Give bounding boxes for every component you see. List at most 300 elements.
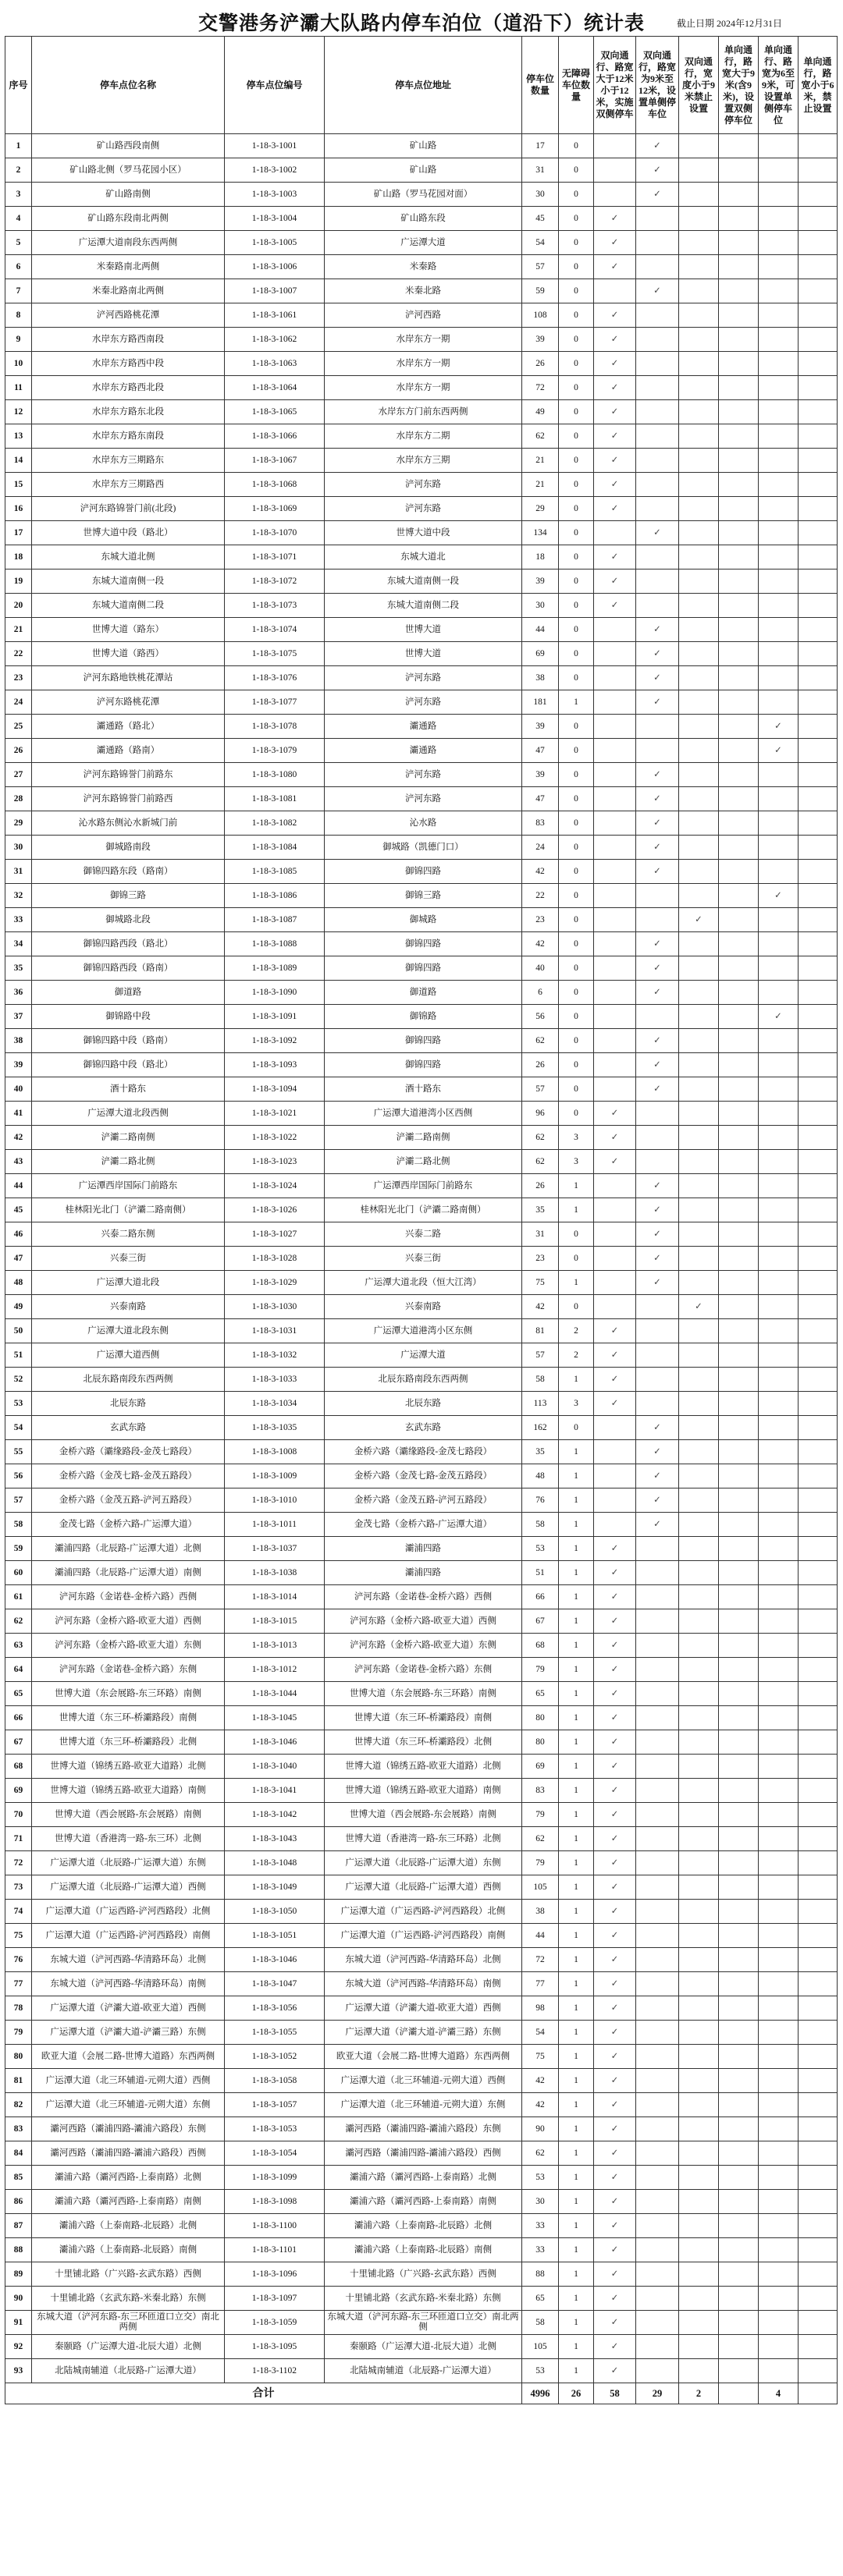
row-cond-4 xyxy=(719,1561,759,1585)
header-cond-5: 单向通行、路宽为6至9米，可设置单侧停车位 xyxy=(759,37,799,134)
row-cond-4 xyxy=(719,1416,759,1440)
row-accessible: 1 xyxy=(559,1803,594,1827)
row-cond-4 xyxy=(719,1029,759,1053)
row-cond-4 xyxy=(719,279,759,303)
row-count: 69 xyxy=(522,642,559,666)
row-code: 1-18-3-1049 xyxy=(225,1875,325,1900)
row-cond-6 xyxy=(799,158,838,183)
row-code: 1-18-3-1011 xyxy=(225,1513,325,1537)
row-index: 91 xyxy=(5,2311,32,2335)
row-index: 10 xyxy=(5,352,32,376)
table-row xyxy=(5,1561,838,1585)
row-cond-3 xyxy=(679,1488,719,1513)
row-cond-3 xyxy=(679,2359,719,2383)
row-cond-2-check-icon: ✓ xyxy=(636,1222,679,1247)
row-accessible: 3 xyxy=(559,1150,594,1174)
row-code: 1-18-3-1089 xyxy=(225,956,325,981)
row-index: 35 xyxy=(5,956,32,981)
row-name: 矿山路南侧 xyxy=(32,183,225,207)
row-code: 1-18-3-1044 xyxy=(225,1682,325,1706)
row-address: 水岸东方一期 xyxy=(325,328,522,352)
row-cond-3 xyxy=(679,1053,719,1077)
row-accessible: 0 xyxy=(559,860,594,884)
row-cond-3 xyxy=(679,1851,719,1875)
row-cond-6 xyxy=(799,956,838,981)
row-count: 51 xyxy=(522,1561,559,1585)
row-index: 19 xyxy=(5,569,32,594)
row-accessible: 1 xyxy=(559,1972,594,1996)
row-cond-6 xyxy=(799,642,838,666)
row-cond-2 xyxy=(636,1368,679,1392)
row-cond-1-check-icon: ✓ xyxy=(594,1368,636,1392)
row-address: 浐河东路 xyxy=(325,763,522,787)
row-cond-2 xyxy=(636,1803,679,1827)
row-accessible: 0 xyxy=(559,763,594,787)
row-accessible: 1 xyxy=(559,1513,594,1537)
row-count: 96 xyxy=(522,1102,559,1126)
row-cond-3 xyxy=(679,1803,719,1827)
row-cond-2 xyxy=(636,1851,679,1875)
row-accessible: 1 xyxy=(559,2021,594,2045)
row-count: 68 xyxy=(522,1634,559,1658)
table-row xyxy=(5,956,838,981)
row-name: 广运潭大道（北三环辅道-元朔大道）西侧 xyxy=(32,2069,225,2093)
row-count: 59 xyxy=(522,279,559,303)
row-cond-5 xyxy=(759,1706,799,1730)
row-cond-2 xyxy=(636,255,679,279)
row-cond-6 xyxy=(799,545,838,569)
row-cond-1-check-icon: ✓ xyxy=(594,1319,636,1343)
row-name: 灞河西路（灞浦四路-灞浦六路段）东侧 xyxy=(32,2117,225,2141)
row-cond-1 xyxy=(594,763,636,787)
table-row xyxy=(5,1029,838,1053)
row-address: 御锦四路 xyxy=(325,932,522,956)
row-cond-4 xyxy=(719,2166,759,2190)
row-address: 广运潭西岸国际门前路东 xyxy=(325,1174,522,1198)
row-cond-4 xyxy=(719,2045,759,2069)
row-cond-3 xyxy=(679,2287,719,2311)
row-cond-6 xyxy=(799,521,838,545)
row-index: 3 xyxy=(5,183,32,207)
row-cond-2 xyxy=(636,884,679,908)
row-cond-1-check-icon: ✓ xyxy=(594,449,636,473)
row-cond-5 xyxy=(759,2214,799,2238)
row-accessible: 1 xyxy=(559,1730,594,1755)
row-accessible: 1 xyxy=(559,1900,594,1924)
row-cond-5 xyxy=(759,449,799,473)
row-cond-1 xyxy=(594,521,636,545)
row-accessible: 0 xyxy=(559,1222,594,1247)
table-row xyxy=(5,763,838,787)
row-cond-1 xyxy=(594,787,636,811)
row-cond-5 xyxy=(759,545,799,569)
table-row xyxy=(5,1755,838,1779)
row-address: 浐河东路 xyxy=(325,787,522,811)
table-row xyxy=(5,1634,838,1658)
row-name: 灞河西路（灞浦四路-灞浦六路段）西侧 xyxy=(32,2141,225,2166)
row-cond-2 xyxy=(636,1102,679,1126)
table-row xyxy=(5,618,838,642)
row-count: 42 xyxy=(522,2069,559,2093)
row-cond-3 xyxy=(679,521,719,545)
row-cond-4 xyxy=(719,1126,759,1150)
row-address: 灞浦四路 xyxy=(325,1561,522,1585)
row-cond-3 xyxy=(679,1271,719,1295)
row-cond-2 xyxy=(636,1343,679,1368)
row-address: 世博大道（东会展路-东三环路）南侧 xyxy=(325,1682,522,1706)
row-cond-6 xyxy=(799,2311,838,2335)
row-address: 矿山路 xyxy=(325,134,522,158)
row-cond-5 xyxy=(759,352,799,376)
row-cond-1-check-icon: ✓ xyxy=(594,2287,636,2311)
row-address: 桂林阳光北门（浐灞二路南侧） xyxy=(325,1198,522,1222)
row-accessible: 1 xyxy=(559,2117,594,2141)
row-accessible: 0 xyxy=(559,908,594,932)
table-row xyxy=(5,473,838,497)
table-row xyxy=(5,2311,838,2335)
table-row xyxy=(5,449,838,473)
row-cond-5 xyxy=(759,1029,799,1053)
row-cond-2 xyxy=(636,2359,679,2383)
row-index: 75 xyxy=(5,1924,32,1948)
row-code: 1-18-3-1029 xyxy=(225,1271,325,1295)
row-cond-3 xyxy=(679,981,719,1005)
row-cond-5 xyxy=(759,303,799,328)
row-code: 1-18-3-1054 xyxy=(225,2141,325,2166)
row-count: 45 xyxy=(522,207,559,231)
row-cond-2 xyxy=(636,1755,679,1779)
row-index: 23 xyxy=(5,666,32,690)
row-cond-4 xyxy=(719,2238,759,2262)
row-index: 46 xyxy=(5,1222,32,1247)
row-cond-6 xyxy=(799,569,838,594)
row-code: 1-18-3-1027 xyxy=(225,1222,325,1247)
row-cond-4 xyxy=(719,424,759,449)
row-cond-3-check-icon: ✓ xyxy=(679,908,719,932)
row-name: 世博大道（锦绣五路-欧亚大道路）南侧 xyxy=(32,1779,225,1803)
table-row xyxy=(5,158,838,183)
table-row xyxy=(5,2335,838,2359)
row-cond-6 xyxy=(799,1730,838,1755)
row-address: 世博大道 xyxy=(325,642,522,666)
table-row xyxy=(5,1295,838,1319)
row-code: 1-18-3-1046 xyxy=(225,1948,325,1972)
row-address: 世博大道（东三环-桥灞路段）南侧 xyxy=(325,1706,522,1730)
row-cond-1-check-icon: ✓ xyxy=(594,2335,636,2359)
row-index: 45 xyxy=(5,1198,32,1222)
row-cond-4 xyxy=(719,1803,759,1827)
row-cond-5 xyxy=(759,1247,799,1271)
row-cond-2 xyxy=(636,328,679,352)
row-name: 浐河东路（金桥六路-欧亚大道）西侧 xyxy=(32,1609,225,1634)
row-cond-2 xyxy=(636,2311,679,2335)
row-cond-1 xyxy=(594,1440,636,1464)
row-cond-6 xyxy=(799,1996,838,2021)
row-count: 33 xyxy=(522,2238,559,2262)
row-name: 水岸东方三期路东 xyxy=(32,449,225,473)
table-row xyxy=(5,376,838,400)
row-cond-2-check-icon: ✓ xyxy=(636,956,679,981)
row-cond-3 xyxy=(679,1368,719,1392)
row-accessible: 1 xyxy=(559,1174,594,1198)
row-cond-1-check-icon: ✓ xyxy=(594,1585,636,1609)
table-row xyxy=(5,787,838,811)
row-count: 62 xyxy=(522,1126,559,1150)
row-name: 广运潭大道（北三环辅道-元朔大道）东侧 xyxy=(32,2093,225,2117)
row-cond-6 xyxy=(799,2021,838,2045)
row-name: 十里铺北路（玄武东路-米秦北路）东侧 xyxy=(32,2287,225,2311)
row-index: 18 xyxy=(5,545,32,569)
row-address: 矿山路（罗马花园对面） xyxy=(325,183,522,207)
row-cond-2 xyxy=(636,352,679,376)
row-cond-3 xyxy=(679,207,719,231)
row-cond-3 xyxy=(679,1875,719,1900)
row-count: 65 xyxy=(522,1682,559,1706)
row-cond-6 xyxy=(799,352,838,376)
row-index: 33 xyxy=(5,908,32,932)
row-name: 矿山路西段南侧 xyxy=(32,134,225,158)
row-accessible: 1 xyxy=(559,1198,594,1222)
row-accessible: 1 xyxy=(559,1706,594,1730)
row-count: 39 xyxy=(522,715,559,739)
row-address: 御锦四路 xyxy=(325,860,522,884)
row-code: 1-18-3-1057 xyxy=(225,2093,325,2117)
row-cond-6 xyxy=(799,2190,838,2214)
row-cond-1 xyxy=(594,884,636,908)
row-cond-5 xyxy=(759,1996,799,2021)
row-name: 酒十路东 xyxy=(32,1077,225,1102)
row-cond-6 xyxy=(799,618,838,642)
row-count: 80 xyxy=(522,1730,559,1755)
row-cond-5 xyxy=(759,1319,799,1343)
row-index: 76 xyxy=(5,1948,32,1972)
row-cond-4 xyxy=(719,1609,759,1634)
row-cond-5-check-icon: ✓ xyxy=(759,1005,799,1029)
table-row xyxy=(5,642,838,666)
row-address: 酒十路东 xyxy=(325,1077,522,1102)
table-row xyxy=(5,1730,838,1755)
row-name: 欧亚大道（会展二路-世博大道路）东西两侧 xyxy=(32,2045,225,2069)
row-cond-4 xyxy=(719,521,759,545)
row-code: 1-18-3-1055 xyxy=(225,2021,325,2045)
table-row xyxy=(5,884,838,908)
row-cond-3 xyxy=(679,1585,719,1609)
row-count: 56 xyxy=(522,1005,559,1029)
row-code: 1-18-3-1064 xyxy=(225,376,325,400)
header-index: 序号 xyxy=(5,37,32,134)
header-cond-2: 双向通行，路宽为9米至12米，设置单侧停车位 xyxy=(636,37,679,134)
row-cond-2 xyxy=(636,473,679,497)
row-count: 108 xyxy=(522,303,559,328)
row-cond-4 xyxy=(719,1996,759,2021)
row-index: 29 xyxy=(5,811,32,836)
table-row xyxy=(5,811,838,836)
row-code: 1-18-3-1086 xyxy=(225,884,325,908)
row-cond-1-check-icon: ✓ xyxy=(594,1634,636,1658)
row-cond-5-check-icon: ✓ xyxy=(759,739,799,763)
row-name: 米秦路南北两侧 xyxy=(32,255,225,279)
row-cond-6 xyxy=(799,1416,838,1440)
row-cond-3-check-icon: ✓ xyxy=(679,1295,719,1319)
row-cond-1-check-icon: ✓ xyxy=(594,1126,636,1150)
row-index: 74 xyxy=(5,1900,32,1924)
row-name: 浐河东路（金桥六路-欧亚大道）东侧 xyxy=(32,1634,225,1658)
row-index: 65 xyxy=(5,1682,32,1706)
row-cond-2 xyxy=(636,1392,679,1416)
row-count: 105 xyxy=(522,2335,559,2359)
row-accessible: 0 xyxy=(559,207,594,231)
row-address: 东城大道（浐河西路-华清路环岛）北侧 xyxy=(325,1948,522,1972)
row-cond-4 xyxy=(719,1900,759,1924)
row-cond-5 xyxy=(759,1126,799,1150)
row-address: 北辰东路南段东西两侧 xyxy=(325,1368,522,1392)
row-cond-5 xyxy=(759,1658,799,1682)
row-count: 79 xyxy=(522,1803,559,1827)
row-count: 53 xyxy=(522,2166,559,2190)
row-cond-1 xyxy=(594,1077,636,1102)
row-accessible: 0 xyxy=(559,376,594,400)
table-row xyxy=(5,1609,838,1634)
header-cond-1: 双向通行、路宽大于12米小于12米，实施双侧停车 xyxy=(594,37,636,134)
row-cond-4 xyxy=(719,1827,759,1851)
table-row xyxy=(5,303,838,328)
row-cond-2 xyxy=(636,1827,679,1851)
row-cond-1-check-icon: ✓ xyxy=(594,2021,636,2045)
row-index: 89 xyxy=(5,2262,32,2287)
row-accessible: 1 xyxy=(559,1440,594,1464)
row-cond-1-check-icon: ✓ xyxy=(594,569,636,594)
row-name: 金桥六路（灞缘路段-金茂七路段） xyxy=(32,1440,225,1464)
parking-table xyxy=(5,36,838,2404)
row-address: 米秦北路 xyxy=(325,279,522,303)
row-name: 浐河东路锦誉门前(北段) xyxy=(32,497,225,521)
row-cond-5 xyxy=(759,569,799,594)
row-count: 62 xyxy=(522,424,559,449)
row-cond-5-check-icon: ✓ xyxy=(759,715,799,739)
row-cond-2 xyxy=(636,1319,679,1343)
row-accessible: 1 xyxy=(559,1682,594,1706)
row-cond-2 xyxy=(636,1900,679,1924)
row-cond-5 xyxy=(759,1222,799,1247)
row-index: 68 xyxy=(5,1755,32,1779)
row-cond-5 xyxy=(759,1634,799,1658)
row-accessible: 1 xyxy=(559,2069,594,2093)
row-cond-3 xyxy=(679,618,719,642)
row-address: 米秦路 xyxy=(325,255,522,279)
row-cond-4 xyxy=(719,932,759,956)
row-address: 御锦四路 xyxy=(325,956,522,981)
row-index: 93 xyxy=(5,2359,32,2383)
row-cond-1-check-icon: ✓ xyxy=(594,2069,636,2093)
row-cond-2-check-icon: ✓ xyxy=(636,860,679,884)
row-cond-5 xyxy=(759,2166,799,2190)
row-cond-6 xyxy=(799,2069,838,2093)
row-code: 1-18-3-1002 xyxy=(225,158,325,183)
total-row xyxy=(5,2383,838,2404)
row-cond-5 xyxy=(759,2117,799,2141)
row-cond-4 xyxy=(719,449,759,473)
row-code: 1-18-3-1031 xyxy=(225,1319,325,1343)
row-accessible: 1 xyxy=(559,1464,594,1488)
row-cond-1-check-icon: ✓ xyxy=(594,1803,636,1827)
row-count: 26 xyxy=(522,1053,559,1077)
table-row xyxy=(5,545,838,569)
row-cond-6 xyxy=(799,1513,838,1537)
row-cond-3 xyxy=(679,2141,719,2166)
row-name: 浐河东路锦誉门前路西 xyxy=(32,787,225,811)
row-cond-6 xyxy=(799,1948,838,1972)
row-accessible: 0 xyxy=(559,1416,594,1440)
row-cond-1-check-icon: ✓ xyxy=(594,303,636,328)
table-row xyxy=(5,1392,838,1416)
row-cond-1-check-icon: ✓ xyxy=(594,1561,636,1585)
row-count: 65 xyxy=(522,2287,559,2311)
row-index: 62 xyxy=(5,1609,32,1634)
row-code: 1-18-3-1006 xyxy=(225,255,325,279)
row-count: 98 xyxy=(522,1996,559,2021)
row-count: 47 xyxy=(522,739,559,763)
row-name: 世博大道（东三环-桥灞路段）南侧 xyxy=(32,1706,225,1730)
row-cond-6 xyxy=(799,666,838,690)
row-cond-2 xyxy=(636,449,679,473)
row-cond-6 xyxy=(799,1053,838,1077)
row-index: 25 xyxy=(5,715,32,739)
row-cond-5 xyxy=(759,1537,799,1561)
row-cond-1-check-icon: ✓ xyxy=(594,1392,636,1416)
row-cond-1-check-icon: ✓ xyxy=(594,2190,636,2214)
row-address: 兴泰南路 xyxy=(325,1295,522,1319)
row-address: 广运潭大道（浐灞大道-欧亚大道）西侧 xyxy=(325,1996,522,2021)
row-index: 90 xyxy=(5,2287,32,2311)
table-row xyxy=(5,690,838,715)
row-code: 1-18-3-1093 xyxy=(225,1053,325,1077)
row-code: 1-18-3-1045 xyxy=(225,1706,325,1730)
row-count: 75 xyxy=(522,2045,559,2069)
row-address: 广运潭大道港湾小区东侧 xyxy=(325,1319,522,1343)
row-cond-1 xyxy=(594,183,636,207)
row-cond-3 xyxy=(679,2238,719,2262)
row-cond-3 xyxy=(679,932,719,956)
row-address: 浐河西路 xyxy=(325,303,522,328)
row-name: 水岸东方路东南段 xyxy=(32,424,225,449)
row-index: 7 xyxy=(5,279,32,303)
row-cond-3 xyxy=(679,1440,719,1464)
row-index: 83 xyxy=(5,2117,32,2141)
row-cond-4 xyxy=(719,1755,759,1779)
row-accessible: 1 xyxy=(559,690,594,715)
row-index: 41 xyxy=(5,1102,32,1126)
row-cond-1-check-icon: ✓ xyxy=(594,1996,636,2021)
row-index: 66 xyxy=(5,1706,32,1730)
row-accessible: 0 xyxy=(559,497,594,521)
row-cond-4 xyxy=(719,787,759,811)
row-cond-2-check-icon: ✓ xyxy=(636,1247,679,1271)
row-name: 金桥六路（金茂七路-金茂五路段） xyxy=(32,1464,225,1488)
row-index: 37 xyxy=(5,1005,32,1029)
row-index: 49 xyxy=(5,1295,32,1319)
row-count: 35 xyxy=(522,1198,559,1222)
row-accessible: 1 xyxy=(559,1658,594,1682)
total-cond-1: 58 xyxy=(594,2383,636,2404)
table-row xyxy=(5,908,838,932)
row-name: 十里铺北路（广兴路-玄武东路）西侧 xyxy=(32,2262,225,2287)
row-cond-5 xyxy=(759,956,799,981)
row-index: 44 xyxy=(5,1174,32,1198)
row-cond-5-check-icon: ✓ xyxy=(759,884,799,908)
row-cond-6 xyxy=(799,2359,838,2383)
total-cond-4 xyxy=(719,2383,759,2404)
row-cond-4 xyxy=(719,2190,759,2214)
